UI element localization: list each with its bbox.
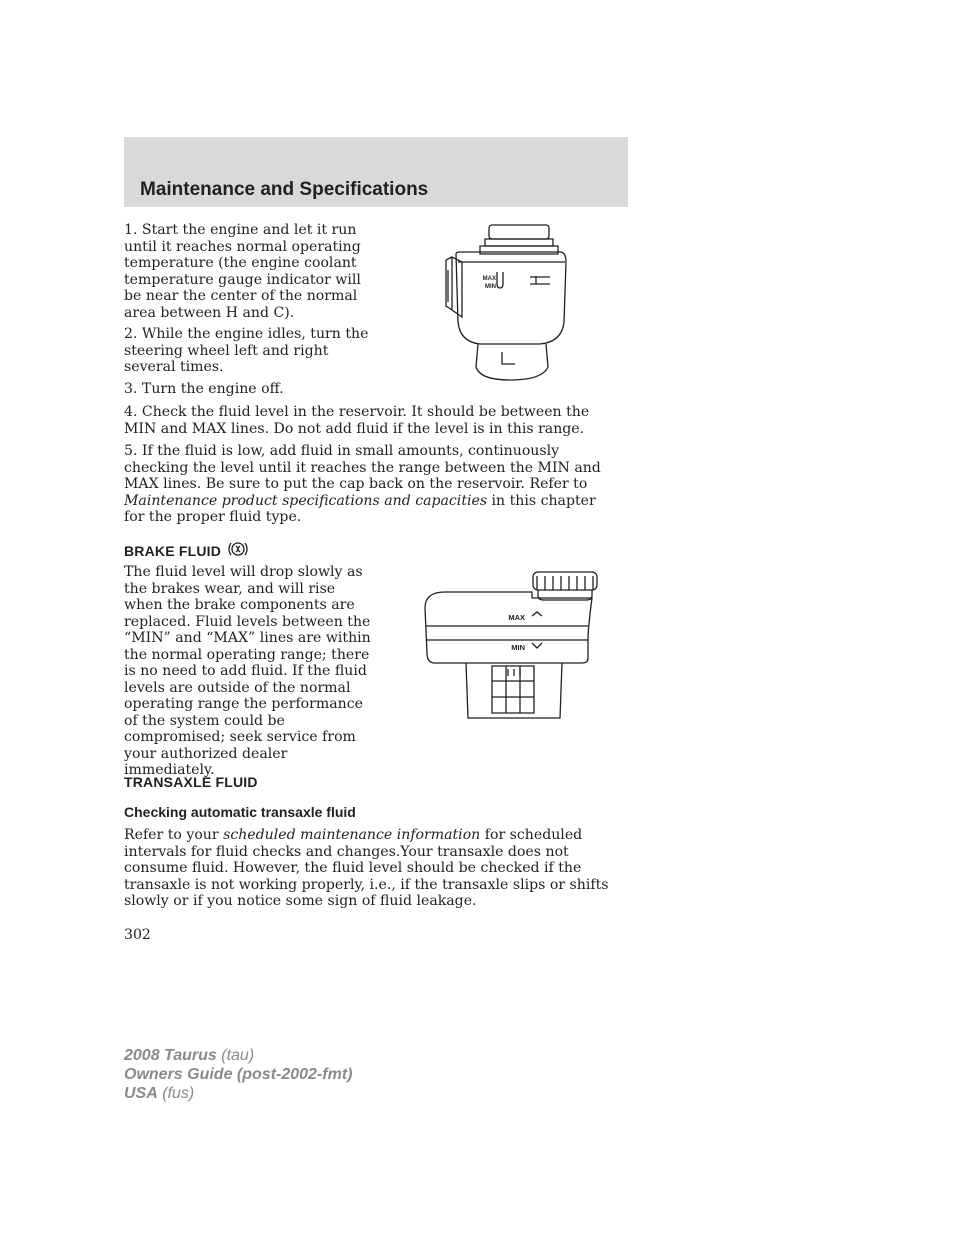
step-5: 5. If the fluid is low, add fluid in small amounts, continuously checking the level until it reaches the range between the MIN and MAX lines. Be sure to put the cap back on the reservoir. Refer to Maintenance product specifications and capacities in this chapter for the proper fluid type. [124, 443, 601, 525]
brake-min-label: MIN [511, 643, 525, 652]
step-1: 1. Start the engine and let it run until it reaches normal operating temperature (the engine coolant temperature gauge indicator will be near the center of the normal area between H and C). [124, 222, 361, 321]
page-number: 302 [124, 927, 151, 943]
transaxle-fluid-heading: TRANSAXLE FLUID [124, 774, 258, 790]
document-footer [124, 1046, 352, 1103]
page-title: Maintenance and Specifications [140, 179, 429, 200]
brake-reservoir-figure [420, 568, 605, 723]
min-label: MIN [485, 284, 496, 290]
step-2: 2. While the engine idles, turn the steering wheel left and right several times. [124, 326, 369, 375]
footer-line-1: 2008 Taurus (tau) [124, 1047, 255, 1064]
transaxle-check-subheading: Checking automatic transaxle fluid [124, 804, 356, 820]
footer-line-3: USA (fus) [124, 1085, 195, 1102]
transaxle-reference: scheduled maintenance information [223, 827, 481, 843]
brake-fluid-heading: BRAKE FLUID [124, 540, 249, 559]
footer-line-2: Owners Guide (post-2002-fmt) [124, 1066, 353, 1083]
power-steering-reservoir-figure [440, 222, 575, 387]
brake-max-label: MAX [508, 613, 525, 622]
brake-warning-icon [227, 540, 249, 558]
max-label: MAX [482, 276, 496, 282]
transaxle-body: Refer to your scheduled maintenance information for scheduled intervals for fluid checks and changes.Your transaxle does not consume fluid. However, the fluid level should be checked if the transaxle is not working properly, i.e., if the transaxle slips or shifts slowly or if you notice some sign of fluid leakage. [124, 827, 609, 909]
step-4: 4. Check the fluid level in the reservoir. It should be between the MIN and MAX lines. Do not add fluid if the level is in this range. [124, 404, 590, 437]
header-band [124, 137, 628, 207]
brake-fluid-body: The fluid level will drop slowly as the brakes wear, and will rise when the brake components are replaced. Fluid levels between the “MIN” and “MAX” lines are within the normal operating range; there is no need to add fluid. If the fluid levels are outside of the normal operating range the performance of the system could be compromised; seek service from your authorized dealer immediately. [124, 564, 371, 778]
step-5-reference: Maintenance product specifications and capacities [124, 492, 488, 509]
step-3: 3. Turn the engine off. [124, 381, 284, 397]
